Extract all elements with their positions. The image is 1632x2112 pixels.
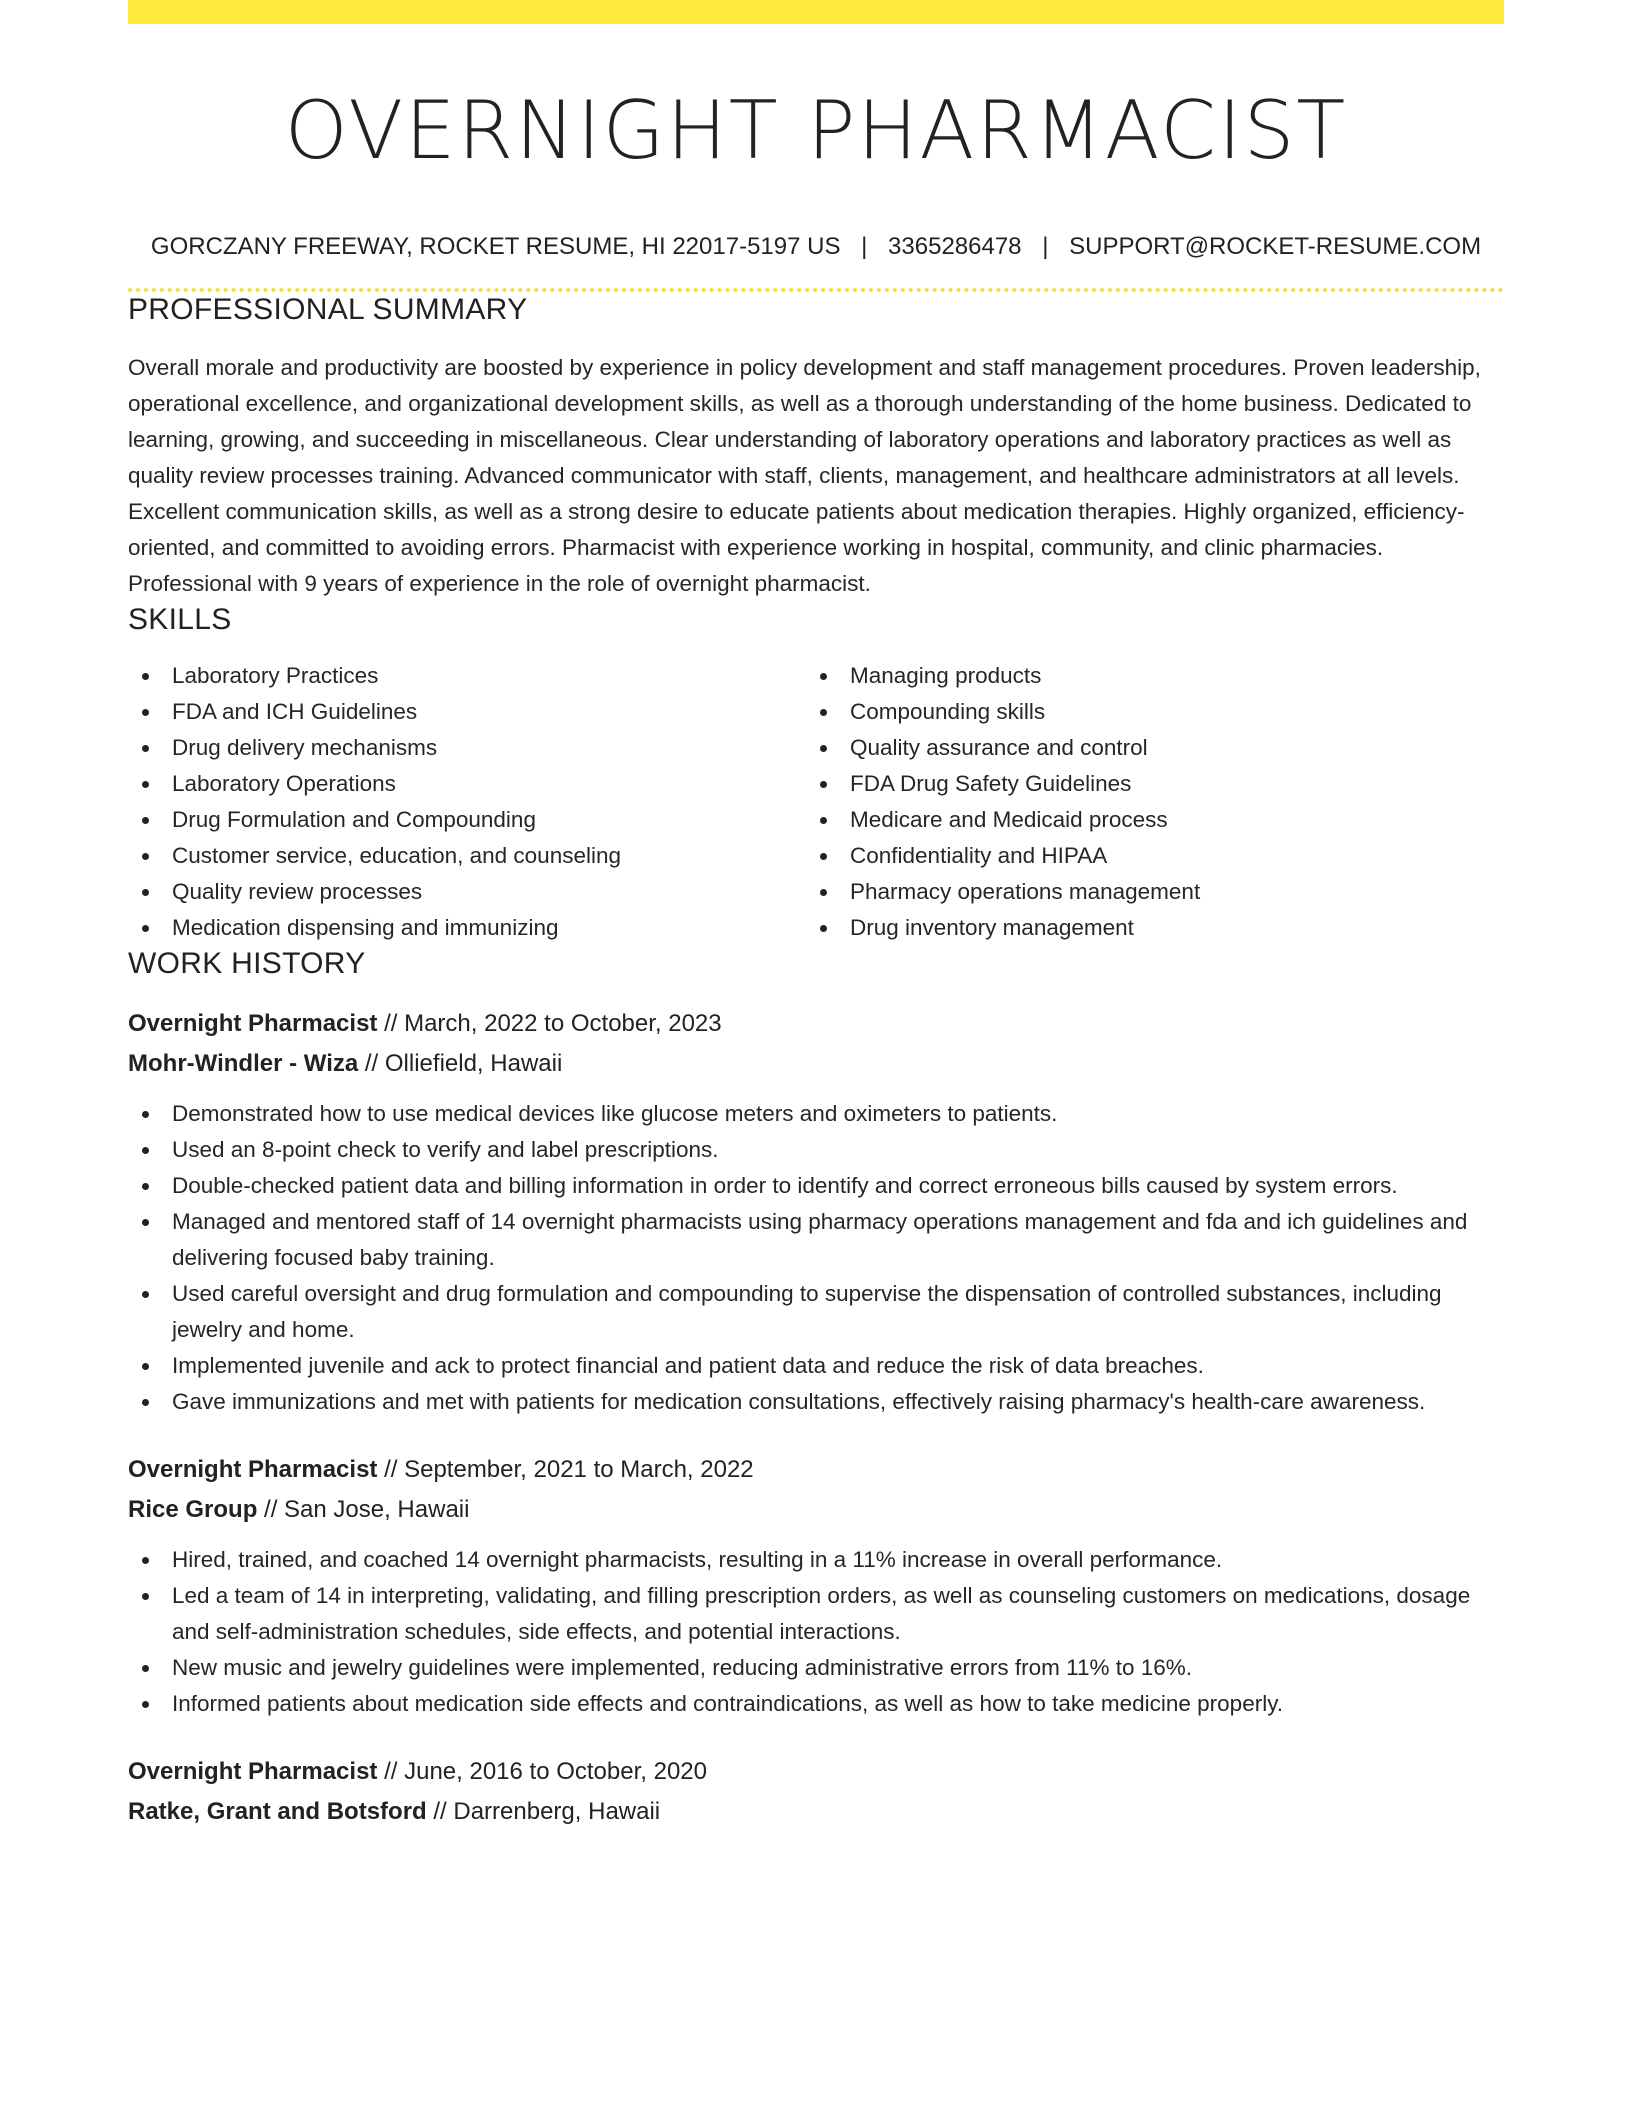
job-bullet: Double-checked patient data and billing information in order to identify and correct erroneous bills caused by system errors. <box>128 1168 1504 1204</box>
skills-heading: SKILLS <box>128 603 232 636</box>
contact-email: SUPPORT@ROCKET-RESUME.COM <box>1069 233 1482 260</box>
skill-item: FDA Drug Safety Guidelines <box>806 766 1484 802</box>
job-title-line <box>128 1752 1504 1792</box>
skills-column-left <box>128 658 806 946</box>
skill-item: Compounding skills <box>806 694 1484 730</box>
resume-page <box>128 0 1504 1832</box>
job-bullet: Informed patients about medication side effects and contraindications, as well as how to take medicine properly. <box>128 1686 1504 1722</box>
job-location: // Darrenberg, Hawaii <box>426 1798 661 1825</box>
job-bullet: Used careful oversight and drug formulation and compounding to supervise the dispensation of controlled substances, including jewelry and home. <box>128 1276 1504 1348</box>
job-bullets <box>128 1096 1504 1420</box>
skill-item: Managing products <box>806 658 1484 694</box>
skills-column-right <box>806 658 1484 946</box>
skill-item: FDA and ICH Guidelines <box>128 694 806 730</box>
job-role: Overnight Pharmacist <box>128 1758 378 1785</box>
summary-section <box>128 292 1504 602</box>
contact-separator: | <box>861 233 868 260</box>
accent-bar <box>128 0 1504 24</box>
skill-item: Confidentiality and HIPAA <box>806 838 1484 874</box>
job-role: Overnight Pharmacist <box>128 1456 378 1483</box>
skill-item: Laboratory Operations <box>128 766 806 802</box>
skill-item: Drug Formulation and Compounding <box>128 802 806 838</box>
job-company: Ratke, Grant and Botsford <box>128 1798 427 1825</box>
skill-item: Medication dispensing and immunizing <box>128 910 806 946</box>
job-entry <box>128 1450 1504 1722</box>
skill-item: Quality review processes <box>128 874 806 910</box>
job-dates: // June, 2016 to October, 2020 <box>377 1758 707 1785</box>
job-location: // Olliefield, Hawaii <box>358 1050 563 1077</box>
job-bullet: Demonstrated how to use medical devices like glucose meters and oximeters to patients. <box>128 1096 1504 1132</box>
resume-name: OVERNIGHT PHARMACIST <box>284 84 1348 177</box>
skill-item: Medicare and Medicaid process <box>806 802 1484 838</box>
skill-item: Drug delivery mechanisms <box>128 730 806 766</box>
job-company-line <box>128 1490 1504 1530</box>
job-bullet: Hired, trained, and coached 14 overnight pharmacists, resulting in a 11% increase in overall performance. <box>128 1542 1504 1578</box>
contact-address: GORCZANY FREEWAY, ROCKET RESUME, HI 22017-5197 US <box>150 233 841 260</box>
job-company-line <box>128 1792 1504 1832</box>
summary-heading: PROFESSIONAL SUMMARY <box>128 293 528 326</box>
contact-phone: 3365286478 <box>888 233 1022 260</box>
skill-item: Drug inventory management <box>806 910 1484 946</box>
job-entry <box>128 1752 1504 1832</box>
work-history-section <box>128 946 1504 1832</box>
skill-item: Quality assurance and control <box>806 730 1484 766</box>
job-bullet: Led a team of 14 in interpreting, validating, and filling prescription orders, as well as counseling customers on medications, dosage and self-administration schedules, side effects, and potential interactions. <box>128 1578 1504 1650</box>
job-company-line <box>128 1044 1504 1084</box>
job-title-line <box>128 1450 1504 1490</box>
contact-line <box>128 232 1504 262</box>
job-bullet: Managed and mentored staff of 14 overnight pharmacists using pharmacy operations management and fda and ich guidelines and delivering focused baby training. <box>128 1204 1504 1276</box>
job-location: // San Jose, Hawaii <box>257 1496 470 1523</box>
skills-section <box>128 602 1504 946</box>
job-bullet: New music and jewelry guidelines were implemented, reducing administrative errors from 11% to 16%. <box>128 1650 1504 1686</box>
job-bullets <box>128 1542 1504 1722</box>
job-company: Mohr-Windler - Wiza <box>128 1050 359 1077</box>
skill-item: Laboratory Practices <box>128 658 806 694</box>
job-bullet: Used an 8-point check to verify and label prescriptions. <box>128 1132 1504 1168</box>
skill-item: Pharmacy operations management <box>806 874 1484 910</box>
skills-grid <box>128 658 1504 946</box>
job-dates: // March, 2022 to October, 2023 <box>377 1010 722 1037</box>
job-title-line <box>128 1004 1504 1044</box>
skill-item: Customer service, education, and counseling <box>128 838 806 874</box>
job-company: Rice Group <box>128 1496 258 1523</box>
job-bullet: Implemented juvenile and ack to protect financial and patient data and reduce the risk of data breaches. <box>128 1348 1504 1384</box>
job-entry <box>128 1004 1504 1420</box>
contact-separator: | <box>1042 233 1049 260</box>
job-bullet: Gave immunizations and met with patients for medication consultations, effectively raising pharmacy's health-care awareness. <box>128 1384 1504 1420</box>
job-dates: // September, 2021 to March, 2022 <box>377 1456 754 1483</box>
job-role: Overnight Pharmacist <box>128 1010 378 1037</box>
summary-text: Overall morale and productivity are boosted by experience in policy development and staff management procedures. Proven leadership, operational excellence, and organizational development skills, as well as a thorough understanding of the home business. Dedicated to learning, growing, and succeeding in miscellaneous. Clear understanding of laboratory operations and laboratory practices as well as quality review processes training. Advanced communicator with staff, clients, management, and healthcare administrators at all levels. Excellent communication skills, as well as a strong desire to educate patients about medication therapies. Highly organized, efficiency-oriented, and committed to avoiding errors. Pharmacist with experience working in hospital, community, and clinic pharmacies. Professional with 9 years of experience in the role of overnight pharmacist. <box>128 355 1481 596</box>
work-history-heading: WORK HISTORY <box>128 947 366 980</box>
